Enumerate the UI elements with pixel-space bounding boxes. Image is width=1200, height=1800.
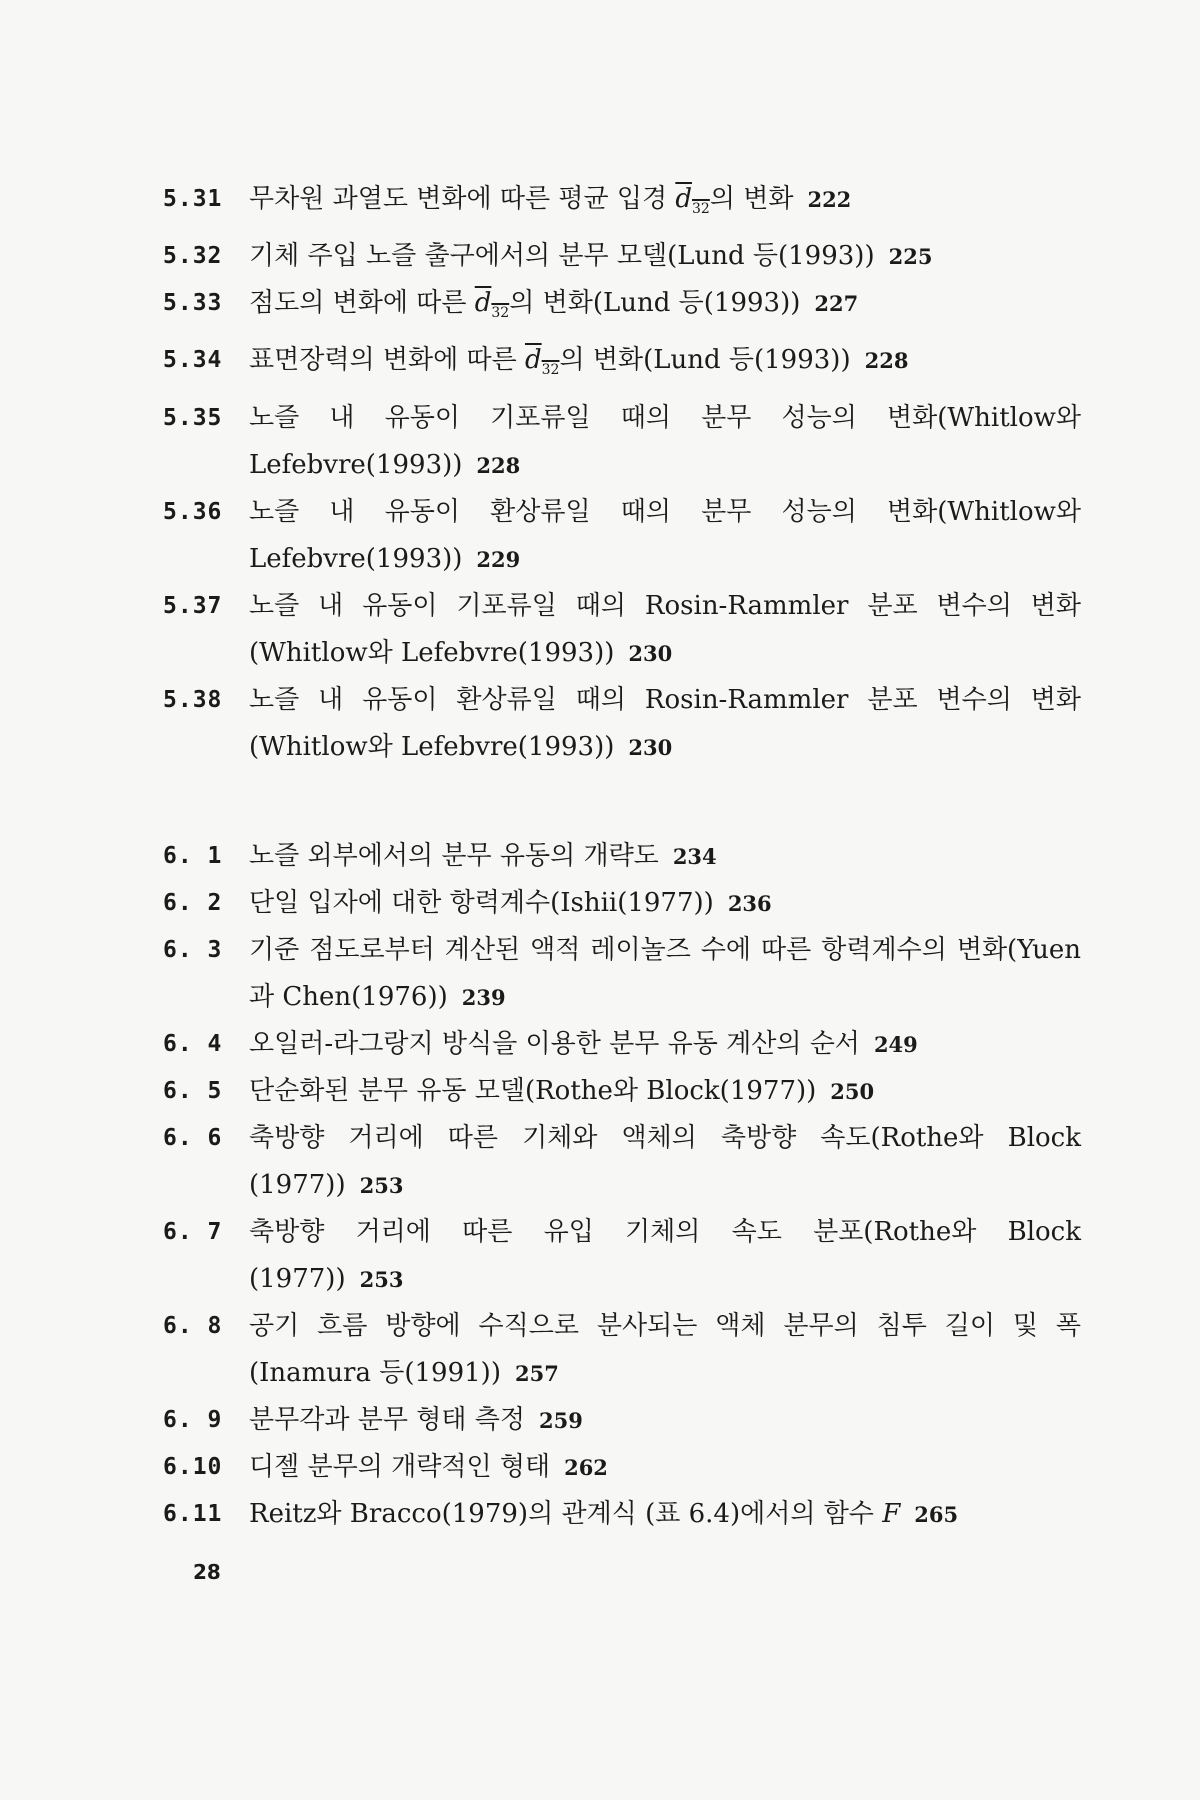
page-number: 230 xyxy=(628,640,673,666)
toc-entry-5-35 xyxy=(163,395,1081,489)
page-number: 265 xyxy=(914,1501,959,1527)
entry-title xyxy=(249,233,1081,280)
toc-entry-6-8 xyxy=(163,1303,1081,1397)
entry-title-text: 점도의 변화에 따른 xyxy=(249,288,475,319)
page-number: 236 xyxy=(727,890,772,916)
entry-title xyxy=(249,1397,1081,1444)
symbol-d: d xyxy=(675,184,692,214)
entry-title-tail: 의 변화(Lund 등(1993)) xyxy=(509,288,801,319)
toc-entry-6-5 xyxy=(163,1068,1081,1115)
entry-number: 5.36 xyxy=(163,498,223,525)
entry-number: 5.32 xyxy=(163,243,223,270)
toc-entry-5-36 xyxy=(163,489,1081,583)
toc-entry-6-7 xyxy=(163,1209,1081,1303)
entry-title xyxy=(249,489,1081,583)
entry-title-text: 축방향 거리에 따른 기체와 액체의 축방향 속도(Rothe와 Block (1977)) xyxy=(249,1122,1081,1200)
entry-title xyxy=(249,1209,1081,1303)
toc-entry-6-4 xyxy=(163,1021,1081,1068)
entry-title-text: 노즐 내 유동이 환상류일 때의 Rosin-Rammler 분포 변수의 변화(Whitlow와 Lefebvre(1993)) xyxy=(249,684,1081,762)
symbol-subscript: 32 xyxy=(692,201,710,218)
entry-number: 5.31 xyxy=(163,186,223,212)
entry-title xyxy=(249,280,1081,337)
toc-entry-5-33 xyxy=(163,280,1081,337)
page-folio: 28 xyxy=(193,1560,221,1584)
entry-number: 5.37 xyxy=(163,592,223,619)
page-number: 253 xyxy=(359,1266,404,1292)
toc-entry-6-3 xyxy=(163,927,1081,1021)
entry-title xyxy=(249,1491,1081,1538)
page-number: 249 xyxy=(873,1031,918,1057)
entry-title xyxy=(249,176,1081,233)
entry-number: 6. 6 xyxy=(163,1124,223,1151)
entry-title-text: 축방향 거리에 따른 유입 기체의 속도 분포(Rothe와 Block (1977)) xyxy=(249,1216,1081,1294)
d32-symbol xyxy=(675,184,710,218)
entry-title xyxy=(249,833,1081,880)
entry-number: 5.35 xyxy=(163,404,223,431)
symbol-subscript: 32 xyxy=(541,362,560,379)
page-number: 259 xyxy=(538,1407,583,1433)
entry-title xyxy=(249,337,1081,394)
entry-title-text: Reitz와 Bracco(1979)의 관계식 (표 6.4)에서의 함수 xyxy=(249,1498,874,1529)
entry-number: 6. 9 xyxy=(163,1406,223,1433)
page-number: 230 xyxy=(628,734,673,760)
entry-number: 5.33 xyxy=(163,290,223,317)
page-number: 228 xyxy=(476,452,521,478)
entry-number: 6.10 xyxy=(163,1453,223,1480)
symbol-d: d xyxy=(474,288,492,319)
entry-title-tail: 의 변화(Lund 등(1993)) xyxy=(559,345,851,376)
page-number: 253 xyxy=(359,1172,404,1198)
entry-title-text: 노즐 내 유동이 기포류일 때의 Rosin-Rammler 분포 변수의 변화(Whitlow와 Lefebvre(1993)) xyxy=(249,590,1081,668)
entry-title-text: 단순화된 분무 유동 모델(Rothe와 Block(1977)) xyxy=(249,1075,817,1106)
function-symbol: F xyxy=(882,1498,901,1529)
entry-title-text: 노즐 외부에서의 분무 유동의 개략도 xyxy=(249,840,659,871)
toc-entry-6-6 xyxy=(163,1115,1081,1209)
entry-title-text: 분무각과 분무 형태 측정 xyxy=(249,1404,525,1435)
page-number: 262 xyxy=(564,1454,608,1480)
page-number: 250 xyxy=(830,1078,875,1104)
page-number: 222 xyxy=(807,187,852,212)
list-of-figures xyxy=(163,176,1081,1538)
page-number: 227 xyxy=(814,291,859,317)
entry-title xyxy=(249,395,1081,489)
entry-number: 5.38 xyxy=(163,686,223,713)
entry-title-text: 표면장력의 변화에 따른 xyxy=(249,345,525,376)
entry-title xyxy=(249,1115,1081,1209)
toc-entry-5-31 xyxy=(163,176,1081,233)
entry-title-text: 노즐 내 유동이 기포류일 때의 분무 성능의 변화(Whitlow와 Lefebvre(1993)) xyxy=(249,402,1081,480)
entry-title xyxy=(249,1444,1081,1491)
toc-entry-6-11 xyxy=(163,1491,1081,1538)
entry-title xyxy=(249,1021,1081,1068)
page-number: 228 xyxy=(864,348,909,374)
toc-entry-6-2 xyxy=(163,880,1081,927)
entry-title-text: 노즐 내 유동이 환상류일 때의 분무 성능의 변화(Whitlow와 Lefebvre(1993)) xyxy=(249,496,1081,574)
d32-symbol xyxy=(524,345,560,379)
entry-title xyxy=(249,880,1081,927)
symbol-subscript: 32 xyxy=(491,305,510,322)
entry-title-text: 오일러-라그랑지 방식을 이용한 분무 유동 계산의 순서 xyxy=(249,1028,860,1059)
entry-title-text: 기체 주입 노즐 출구에서의 분무 모델(Lund 등(1993)) xyxy=(249,241,875,272)
d32-symbol xyxy=(474,288,510,322)
page-number: 225 xyxy=(888,244,933,270)
toc-entry-5-37 xyxy=(163,583,1081,677)
entry-title xyxy=(249,927,1081,1021)
entry-title-text: 기준 점도로부터 계산된 액적 레이놀즈 수에 따른 항력계수의 변화(Yuen과 Chen(1976)) xyxy=(249,934,1081,1012)
toc-entry-5-34 xyxy=(163,337,1081,394)
entry-title-text: 단일 입자에 대한 항력계수(Ishii(1977)) xyxy=(249,887,714,918)
toc-entry-5-38 xyxy=(163,677,1081,771)
entry-title-text: 디젤 분무의 개략적인 형태 xyxy=(249,1451,551,1482)
entry-title-tail: 의 변화 xyxy=(709,184,794,214)
entry-number: 6. 3 xyxy=(163,936,223,963)
page-number: 234 xyxy=(672,843,717,869)
toc-entry-5-32 xyxy=(163,233,1081,280)
entry-title xyxy=(249,677,1081,771)
toc-entry-6-1 xyxy=(163,833,1081,880)
entry-title xyxy=(249,1068,1081,1115)
entry-number: 6. 4 xyxy=(163,1030,223,1057)
toc-entry-6-10 xyxy=(163,1444,1081,1491)
entry-title-text: 공기 흐름 방향에 수직으로 분사되는 액체 분무의 침투 길이 및 폭(Inamura 등(1991)) xyxy=(249,1310,1081,1388)
entry-number: 6. 5 xyxy=(163,1077,223,1104)
entry-number: 6. 1 xyxy=(163,842,223,869)
symbol-d: d xyxy=(524,345,542,376)
entry-number: 6.11 xyxy=(163,1500,223,1527)
page-number: 257 xyxy=(514,1360,559,1386)
entry-number: 6. 7 xyxy=(163,1218,223,1245)
entry-title-text: 무차원 과열도 변화에 따른 평균 입경 xyxy=(249,184,676,214)
entry-number: 6. 8 xyxy=(163,1312,223,1339)
entry-number: 5.34 xyxy=(163,347,223,374)
entry-number: 6. 2 xyxy=(163,889,223,916)
toc-entry-6-9 xyxy=(163,1397,1081,1444)
section-gap xyxy=(163,771,1081,833)
entry-title xyxy=(249,1303,1081,1397)
entry-title xyxy=(249,583,1081,677)
page-number: 239 xyxy=(461,984,506,1010)
page-number: 229 xyxy=(476,546,521,572)
